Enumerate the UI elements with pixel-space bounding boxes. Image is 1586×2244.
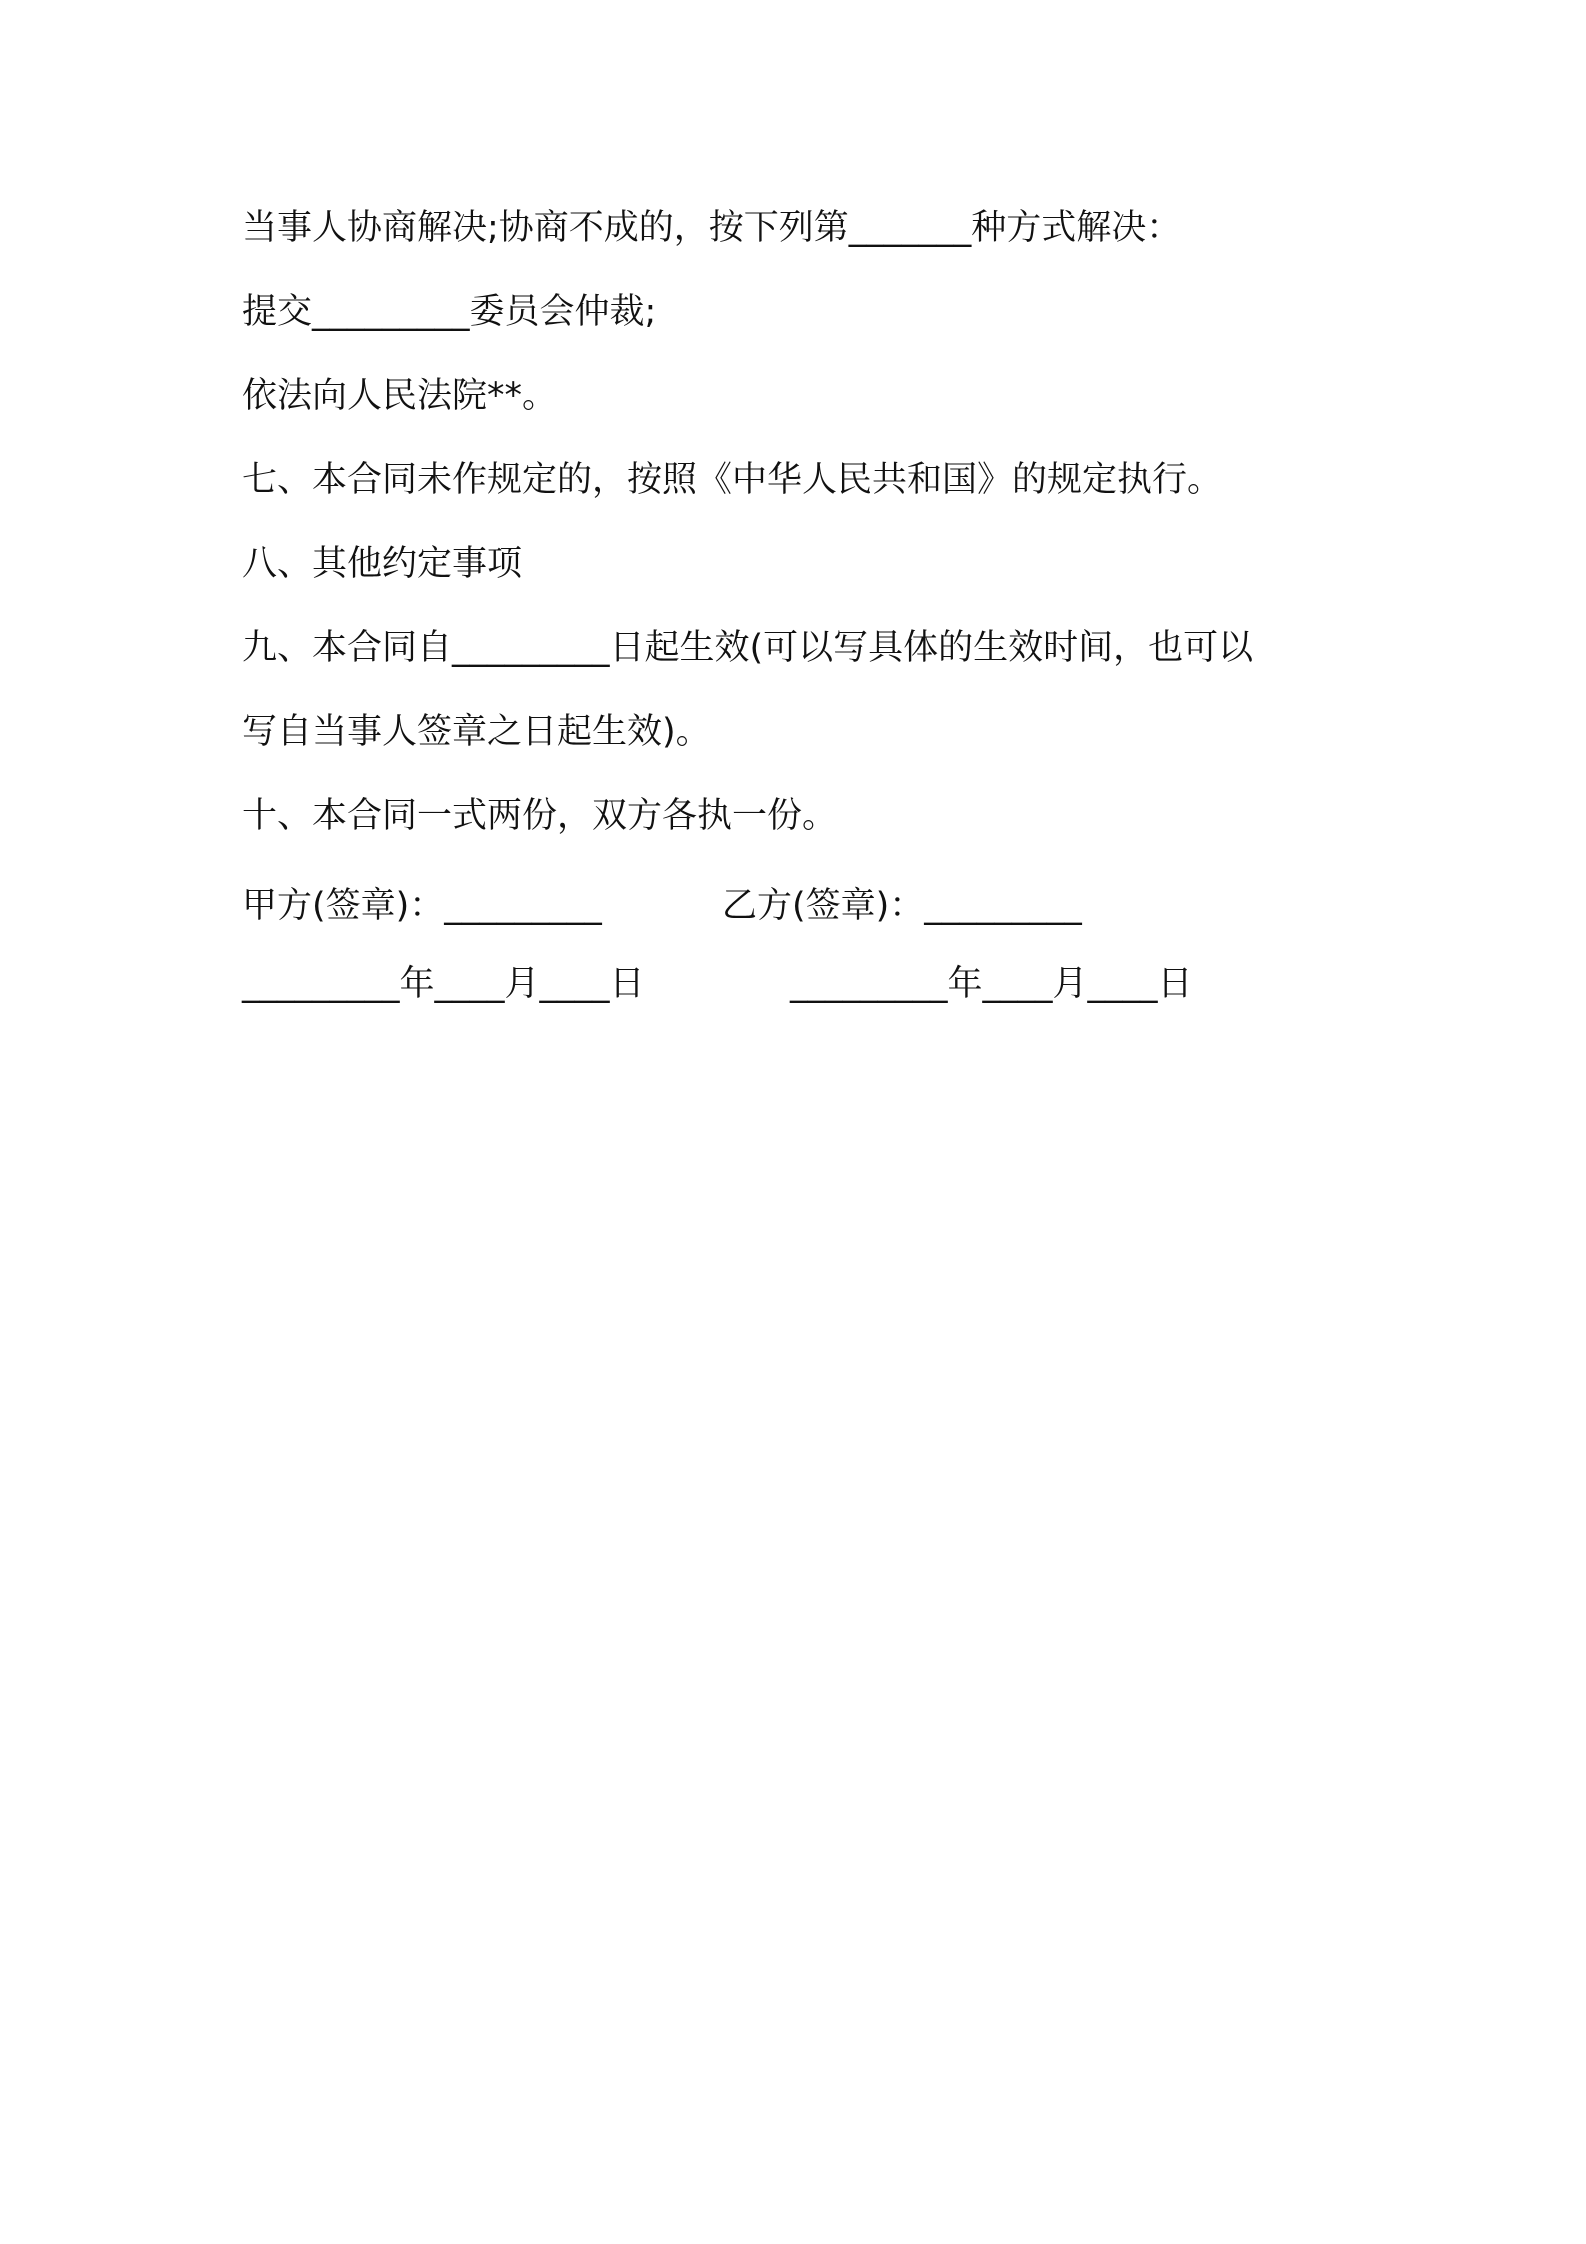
text-line-arbitration: 提交_________委员会仲裁;: [242, 292, 657, 332]
text-line-clause-nine: 九、本合同自_________日起生效(可以写具体的生效时间，也可以: [242, 628, 1254, 668]
text-line-clause-ten: 十、本合同一式两份，双方各执一份。: [242, 796, 838, 836]
party-b-signature: 乙方(签章)：_________: [722, 886, 1082, 926]
party-b-date: _________年____月____日: [790, 964, 1193, 1004]
party-a-signature: 甲方(签章)：_________: [242, 886, 602, 926]
text-line-dispute-resolution: 当事人协商解决;协商不成的，按下列第_______种方式解决：: [242, 208, 1182, 248]
text-line-clause-nine-cont: 写自当事人签章之日起生效)。: [242, 712, 711, 752]
text-line-court: 依法向人民法院**。: [242, 376, 558, 416]
text-line-clause-seven: 七、本合同未作规定的，按照《中华人民共和国》的规定执行。: [242, 460, 1223, 500]
text-line-clause-eight: 八、其他约定事项: [242, 544, 523, 584]
party-a-date: _________年____月____日: [242, 964, 645, 1004]
